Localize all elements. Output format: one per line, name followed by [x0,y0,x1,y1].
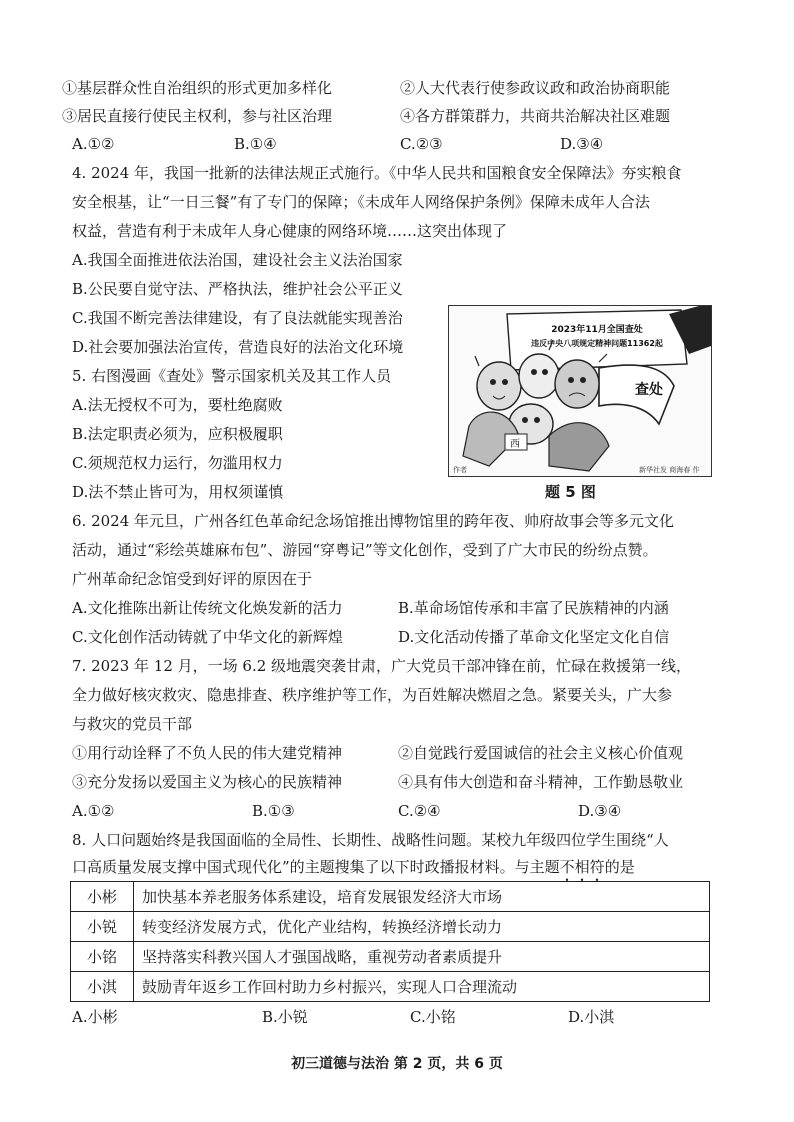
q7-choice-d: D.③④ [578,802,622,820]
q4-choice-a: A.我国全面推进依法治国，建设社会主义法治国家 [72,251,403,269]
q4-stem-line-3: 权益，营造有利于未成年人身心健康的网络环境……这突出体现了 [72,222,508,240]
q8-material-table [70,881,710,1002]
page-footer: 初三道德与法治 第 2 页，共 6 页 [291,1056,503,1072]
cartoon-drawing [449,306,711,476]
q5-choice-b: B.法定职责必须为，应积极履职 [72,425,283,443]
q3-option-2: ②人大代表行使参政议政和政治协商职能 [400,79,671,97]
q8-choice-a: A.小彬 [72,1008,118,1026]
cartoon-image [448,305,712,477]
q5-choice-c: C.须规范权力运行，勿滥用权力 [72,454,283,472]
q6-stem-line-1: 6. 2024 年元旦，广州各红色革命纪念场馆推出博物馆里的跨年夜、帅府故事会等多元文化 [72,512,675,530]
q3-choice-d: D.③④ [560,135,604,153]
q5-stem: 5. 右图漫画《查处》警示国家机关及其工作人员 [72,367,392,385]
cartoon-source-left: 作者 [453,466,467,474]
q5-choice-d: D.法不禁止皆可为，用权须谨慎 [72,483,284,501]
q7-stem-line-1: 7. 2023 年 12 月，一场 6.2 级地震突袭甘肃，广大党员干部冲锋在前，忙碌在救援第一线， [72,657,692,675]
material-text: 加快基本养老服务体系建设，培育发展银发经济大市场 [134,882,710,912]
material-text: 鼓励青年返乡工作回村助力乡村振兴，实现人口合理流动 [134,972,710,1002]
q7-stem-line-3: 与救灾的党员干部 [72,715,193,733]
q7-choice-c: C.②④ [398,802,441,820]
q3-choice-a: A.①② [72,135,115,153]
q7-option-4: ④具有伟大创造和奋斗精神，工作勤恳敬业 [398,773,684,791]
student-name: 小彬 [71,882,134,912]
q3-option-1: ①基层群众性自治组织的形式更加多样化 [62,79,333,97]
q8-choice-c: C.小铭 [410,1008,456,1026]
q4-choice-c: C.我国不断完善法律建设，有了良法就能实现善治 [72,309,403,327]
q6-choice-c: C.文化创作活动铸就了中华文化的新辉煌 [72,628,343,646]
table-row [71,972,710,1002]
q4-choice-b: B.公民要自觉守法、严格执法，维护社会公平正义 [72,280,403,298]
material-text: 坚持落实科教兴国人才强国战略，重视劳动者素质提升 [134,942,710,972]
student-name: 小铭 [71,942,134,972]
table-row [71,882,710,912]
q6-choice-a: A.文化推陈出新让传统文化焕发新的活力 [72,599,343,617]
student-name: 小锐 [71,912,134,942]
q4-choice-d: D.社会要加强法治宣传，营造良好的法治文化环境 [72,338,404,356]
q6-choice-b: B.革命场馆传承和丰富了民族精神的内涵 [398,599,669,617]
q8-emphasis-text: 不相符 [559,858,605,876]
q6-stem-line-3: 广州革命纪念馆受到好评的原因在于 [72,570,313,588]
q3-choice-b: B.①④ [234,135,277,153]
table-row [71,912,710,942]
table-row [71,942,710,972]
cartoon-doc-line-2: 违反中央八项规定精神问题11362起 [531,339,663,348]
cartoon-caption: 题 5 图 [545,483,596,501]
q4-stem-line-2: 安全根基，让“一日三餐”有了专门的保障；《未成年人网络保护条例》保障未成年人合法 [72,193,650,211]
cartoon-badge-label: 西 [510,439,520,450]
cartoon-stamp-label: 查处 [635,382,663,398]
q8-stem-line-2-post: 的是 [604,858,635,876]
q7-option-1: ①用行动诠释了不负人民的伟大建党精神 [72,744,343,762]
material-text: 转变经济发展方式，优化产业结构，转换经济增长动力 [134,912,710,942]
q3-choice-c: C.②③ [400,135,443,153]
q7-choice-a: A.①② [72,802,115,820]
q7-stem-line-2: 全力做好核灾救灾、隐患排查、秩序维护等工作，为百姓解决燃眉之急。紧要关头，广大参 [72,686,673,704]
q3-option-3: ③居民直接行使民主权利，参与社区治理 [62,107,333,125]
cartoon-source-right: 新华社发 商海春 作 [639,466,700,474]
q3-option-4: ④各方群策群力，共商共治解决社区难题 [400,107,671,125]
cartoon-doc-line-1: 2023年11月全国查处 [551,325,643,335]
q4-stem-line-1: 4. 2024 年，我国一批新的法律法规正式施行。《中华人民共和国粮食安全保障法》夯实粮食 [72,164,682,182]
q8-stem-line-2-pre: 口高质量发展支撑中国式现代化”的主题搜集了以下时政播报材料。与主题 [72,858,560,876]
q7-option-2: ②自觉践行爱国诚信的社会主义核心价值观 [398,744,684,762]
q6-choice-d: D.文化活动传播了革命文化坚定文化自信 [398,628,670,646]
q8-choice-d: D.小淇 [568,1008,615,1026]
q5-choice-a: A.法无授权不可为，要杜绝腐败 [72,396,283,414]
q7-option-3: ③充分发扬以爱国主义为核心的民族精神 [72,773,343,791]
student-name: 小淇 [71,972,134,1002]
q6-stem-line-2: 活动，通过“彩绘英雄麻布包”、游园“穿粤记”等文化创作，受到了广大市民的纷纷点赞。 [72,541,658,559]
q8-stem-line-1: 8. 人口问题始终是我国面临的全局性、长期性、战略性问题。某校九年级四位学生围绕“人 [72,831,669,849]
q7-choice-b: B.①③ [252,802,295,820]
q8-choice-b: B.小锐 [262,1008,308,1026]
